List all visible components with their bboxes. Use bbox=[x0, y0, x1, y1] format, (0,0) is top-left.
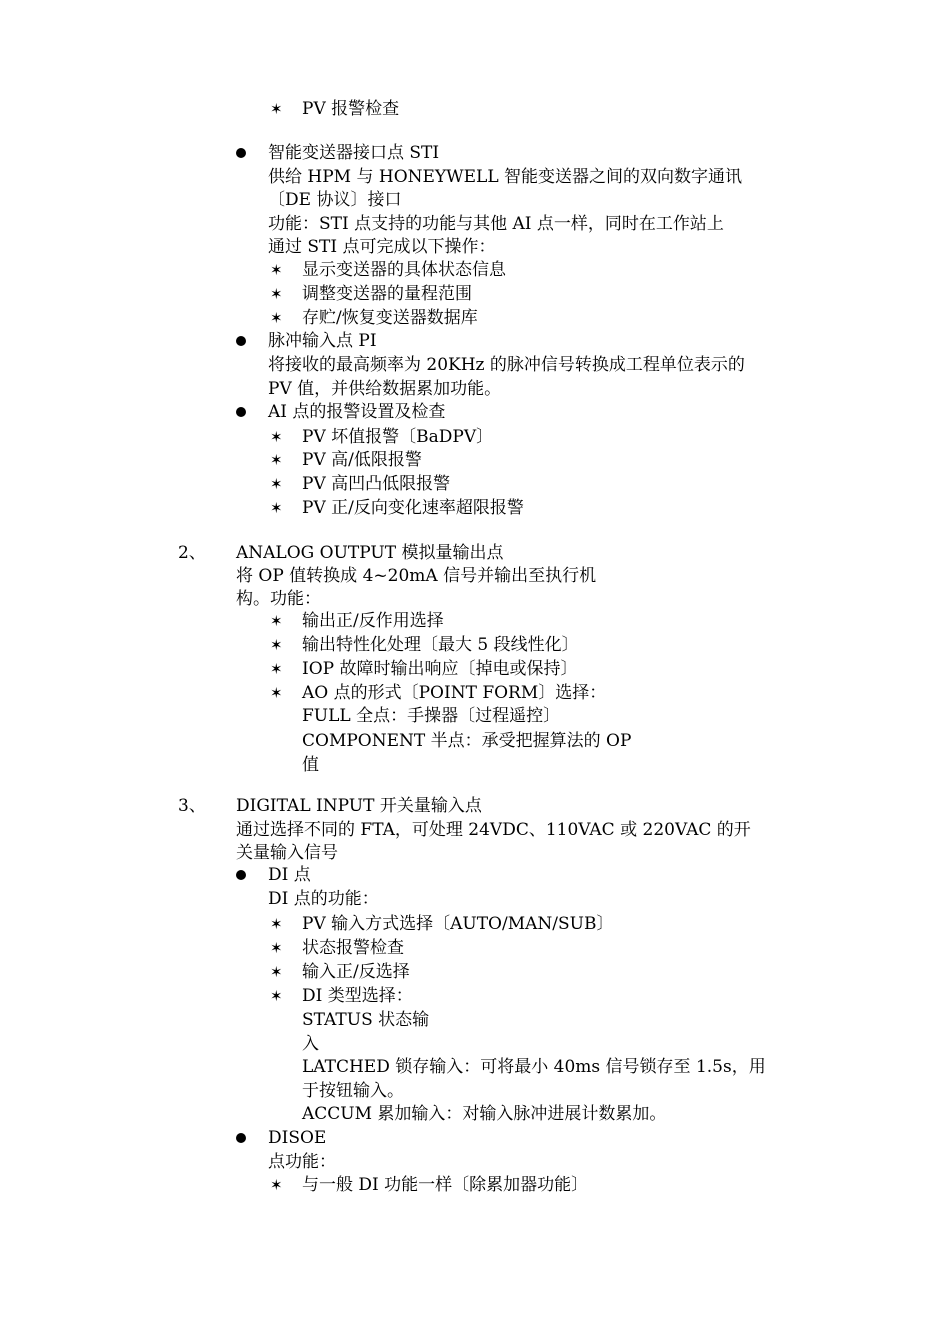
text-line: 调整变送器的量程范围 bbox=[302, 284, 472, 304]
star-bullet-icon: ✶ bbox=[270, 285, 283, 303]
star-bullet-icon: ✶ bbox=[270, 939, 283, 957]
text-line: 显示变送器的具体状态信息 bbox=[302, 260, 506, 280]
text-line: 关量输入信号 bbox=[236, 843, 338, 863]
text-line: 输入正/反选择 bbox=[302, 962, 410, 982]
text-line: DI 点的功能： bbox=[268, 889, 379, 909]
text-line: 输出正/反作用选择 bbox=[302, 611, 444, 631]
section-heading: ANALOG OUTPUT 模拟量输出点 bbox=[236, 543, 504, 563]
star-bullet-icon: ✶ bbox=[270, 963, 283, 981]
text-line: 构。功能： bbox=[236, 589, 321, 609]
star-bullet-icon: ✶ bbox=[270, 499, 283, 517]
text-line: 〔DE 协议〕接口 bbox=[268, 190, 402, 210]
star-bullet-icon: ✶ bbox=[270, 1176, 283, 1194]
star-bullet-icon: ✶ bbox=[270, 261, 283, 279]
text-line: PV 坏值报警〔BaDPV〕 bbox=[302, 427, 494, 447]
star-bullet-icon: ✶ bbox=[270, 612, 283, 630]
text-line: DISOE bbox=[268, 1128, 327, 1148]
circle-bullet-icon bbox=[236, 336, 246, 346]
section-number: 3、 bbox=[178, 796, 206, 816]
section-heading: DIGITAL INPUT 开关量输入点 bbox=[236, 796, 482, 816]
text-line: 通过选择不同的 FTA，可处理 24VDC、110VAC 或 220VAC 的开 bbox=[236, 820, 751, 840]
star-bullet-icon: ✶ bbox=[270, 684, 283, 702]
text-line: 存贮/恢复变送器数据库 bbox=[302, 308, 478, 328]
circle-bullet-icon bbox=[236, 870, 246, 880]
circle-bullet-icon bbox=[236, 148, 246, 158]
text-line: STATUS 状态输 bbox=[302, 1010, 430, 1030]
text-line: 值 bbox=[302, 755, 319, 775]
text-line: AO 点的形式〔POINT FORM〕选择： bbox=[302, 683, 607, 703]
text-line: ACCUM 累加输入：对输入脉冲进展计数累加。 bbox=[302, 1104, 667, 1124]
text-line: 于按钮输入。 bbox=[302, 1081, 404, 1101]
text-line: 将 OP 值转换成 4~20mA 信号并输出至执行机 bbox=[236, 566, 597, 586]
star-bullet-icon: ✶ bbox=[270, 987, 283, 1005]
text-line: LATCHED 锁存输入：可将最小 40ms 信号锁存至 1.5s，用 bbox=[302, 1057, 766, 1077]
text-line: PV 报警检查 bbox=[302, 99, 400, 119]
circle-bullet-icon bbox=[236, 1133, 246, 1143]
text-line: 输出特性化处理〔最大 5 段线性化〕 bbox=[302, 635, 579, 655]
text-line: 点功能： bbox=[268, 1152, 336, 1172]
star-bullet-icon: ✶ bbox=[270, 475, 283, 493]
star-bullet-icon: ✶ bbox=[270, 309, 283, 327]
text-line: FULL 全点：手操器〔过程遥控〕 bbox=[302, 706, 561, 726]
star-bullet-icon: ✶ bbox=[270, 915, 283, 933]
star-bullet-icon: ✶ bbox=[270, 636, 283, 654]
text-line: COMPONENT 半点：承受把握算法的 OP bbox=[302, 731, 632, 751]
text-line: 入 bbox=[302, 1034, 319, 1054]
text-line: 将接收的最高频率为 20KHz 的脉冲信号转换成工程单位表示的 bbox=[268, 355, 745, 375]
text-line: DI 点 bbox=[268, 865, 311, 885]
section-number: 2、 bbox=[178, 543, 206, 563]
text-line: 与一般 DI 功能一样〔除累加器功能〕 bbox=[302, 1175, 589, 1195]
text-line: PV 正/反向变化速率超限报警 bbox=[302, 498, 524, 518]
circle-bullet-icon bbox=[236, 407, 246, 417]
text-line: 智能变送器接口点 STI bbox=[268, 143, 440, 163]
star-bullet-icon: ✶ bbox=[270, 100, 283, 118]
text-line: PV 高凹凸低限报警 bbox=[302, 474, 451, 494]
text-line: 供给 HPM 与 HONEYWELL 智能变送器之间的双向数字通讯 bbox=[268, 167, 743, 187]
text-line: 通过 STI 点可完成以下操作： bbox=[268, 237, 496, 257]
text-line: DI 类型选择： bbox=[302, 986, 413, 1006]
text-line: 状态报警检查 bbox=[302, 938, 404, 958]
text-line: IOP 故障时输出响应〔掉电或保持〕 bbox=[302, 659, 578, 679]
text-line: 脉冲输入点 PI bbox=[268, 331, 377, 351]
text-line: 功能：STI 点支持的功能与其他 AI 点一样，同时在工作站上 bbox=[268, 214, 724, 234]
text-line: PV 值，并供给数据累加功能。 bbox=[268, 379, 502, 399]
text-line: PV 高/低限报警 bbox=[302, 450, 422, 470]
star-bullet-icon: ✶ bbox=[270, 428, 283, 446]
text-line: AI 点的报警设置及检查 bbox=[268, 402, 446, 422]
star-bullet-icon: ✶ bbox=[270, 660, 283, 678]
star-bullet-icon: ✶ bbox=[270, 451, 283, 469]
text-line: PV 输入方式选择〔AUTO/MAN/SUB〕 bbox=[302, 914, 614, 934]
